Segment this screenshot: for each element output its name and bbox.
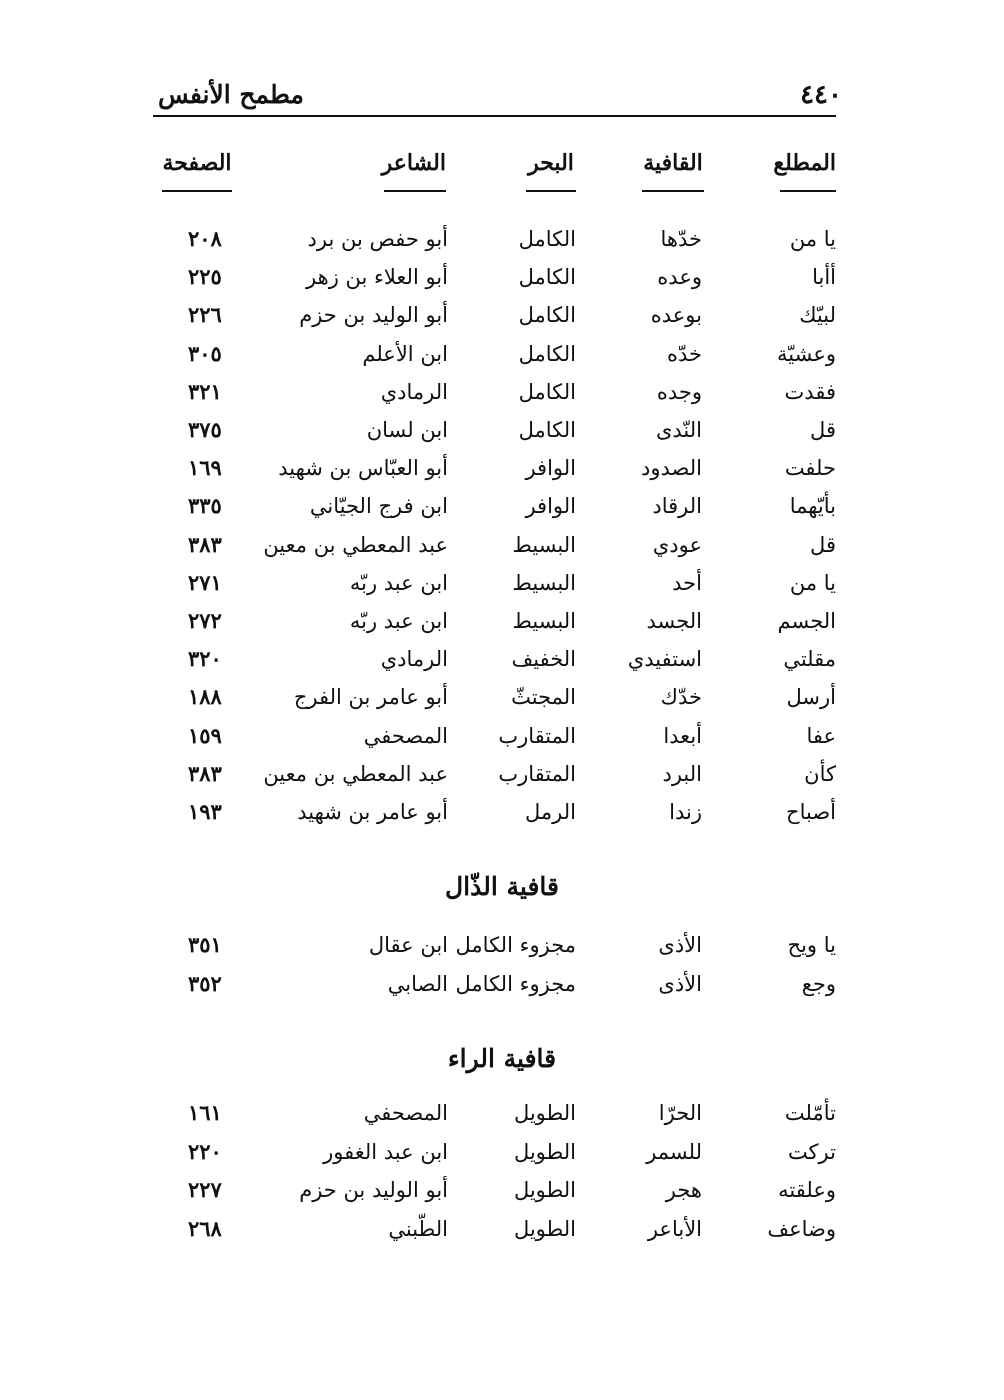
table-row [150,680,850,714]
running-title: مطمح الأنفس [158,80,304,109]
meter-cell: المتقارب [498,723,576,748]
opening-cell: قل [810,532,836,557]
poet-cell: أبو العلاء بن زهر [306,265,448,290]
page-cell: ١٦١ [188,1100,222,1125]
opening-cell: وعشيّة [776,341,836,366]
opening-cell: يا ويح [787,933,836,957]
table-row [150,967,850,1001]
poet-cell: الرمادي [380,647,448,672]
page-cell: ٢٢٦ [188,302,222,328]
table-row [150,757,850,791]
meter-cell: الطويل [513,1139,576,1164]
meter-cell: مجزوء الكامل [455,972,576,996]
poet-cell: ابن عقال [368,933,448,957]
page-cell: ٣٨٣ [188,531,222,557]
table-row [150,489,850,523]
page-cell: ٣٢١ [188,378,222,404]
rhyme-cell: عودي [652,532,702,557]
poet-cell: ابن فرج الجيّاني [309,494,448,519]
page-cell: ٢٢٠ [188,1138,222,1164]
rhyme-cell: الأباعر [647,1216,702,1241]
rhyme-cell: زندا [669,800,702,824]
opening-cell: عفا [806,723,836,748]
page-cell: ٢٢٥ [188,264,222,290]
table-row [150,337,850,371]
rhyme-cell: النّدى [655,418,702,442]
opening-cell: وجع [801,972,836,996]
meter-cell: الوافر [525,494,576,519]
poet-cell: أبو الوليد بن حزم [299,1178,448,1202]
page-cell: ٣٠٥ [188,340,222,366]
opening-cell: يا من [789,227,836,251]
rhyme-cell: هجر [665,1178,702,1202]
poet-cell: عبد المعطي بن معين [263,532,448,557]
page-cell: ٣٣٥ [188,493,222,519]
rhyme-cell: بوعده [650,303,702,328]
meter-cell: الخفيف [511,647,576,672]
opening-cell: لبيّك [799,303,836,328]
poet-cell: أبو العبّاس بن شهيد [278,456,448,481]
poet-cell: ابن عبد الغفور [323,1139,448,1164]
table-row [150,1096,850,1130]
rhyme-cell: خدّه [666,341,702,366]
rhyme-cell: الأذى [658,972,702,996]
page-cell: ٣٨٣ [188,760,222,786]
meter-cell: الكامل [518,418,576,442]
column-header-page: الصفحة [162,150,232,192]
poet-cell: عبد المعطي بن معين [263,761,448,786]
poet-cell: الصابي [387,972,448,996]
meter-cell: الوافر [525,456,576,481]
meter-cell: البسيط [512,609,576,633]
column-header-poet: الشاعر [384,150,446,192]
table-row [150,260,850,294]
opening-cell: مقلتي [783,647,836,672]
opening-cell: الجسم [777,609,836,633]
page-cell: ٢٧١ [188,569,222,595]
opening-cell: كأن [804,761,836,786]
page-cell: ٢٧٢ [188,608,222,633]
page-cell: ٢٢٧ [188,1177,222,1202]
table-row [150,1212,850,1246]
opening-cell: أأبا [812,265,836,290]
table-row [150,1135,850,1169]
poet-cell: الطّبني [388,1216,448,1241]
meter-cell: الكامل [518,227,576,251]
poet-cell: أبو عامر بن الفرج [293,685,448,710]
poet-cell: المصحفي [363,1101,448,1125]
opening-cell: تأمّلت [784,1101,836,1125]
rhyme-cell: أبعدا [663,723,702,748]
table-row [150,642,850,676]
poet-cell: ابن الأعلم [362,341,448,366]
rhyme-cell: الصدود [641,456,702,481]
page-cell: ٣٥٢ [188,971,222,996]
poet-cell: ابن عبد ربّه [349,570,448,595]
column-header-rhyme: القافية [642,150,704,192]
page-number: ٤٤٠ [800,80,842,110]
page-cell: ٣٧٥ [188,417,222,442]
opening-cell: يا من [789,570,836,595]
rhyme-cell: البرد [662,761,702,786]
table-row [150,413,850,447]
table-row [150,566,850,600]
opening-cell: قل [810,418,836,442]
column-header-opening: المطلع [780,150,836,192]
opening-cell: تركت [787,1139,836,1164]
rhyme-cell: الرقاد [652,494,702,519]
page-cell: ١٥٩ [188,722,222,748]
opening-cell: حلفت [784,456,836,481]
meter-cell: الكامل [518,379,576,404]
poet-cell: المصحفي [363,723,448,748]
page-cell: ١٩٣ [188,799,222,824]
table-row [150,719,850,753]
column-header-meter: البحر [526,150,576,192]
meter-cell: البسيط [512,570,576,595]
table-row [150,375,850,409]
opening-cell: بأيّهما [789,494,836,519]
meter-cell: الطويل [513,1101,576,1125]
page-cell: ٣٢٠ [188,646,222,672]
rhyme-cell: خدّها [660,227,702,251]
poet-cell: أبو عامر بن شهيد [297,800,448,824]
rhyme-cell: وجده [656,379,702,404]
header-rule [153,115,836,117]
page-cell: ١٦٩ [188,455,222,481]
table-row [150,222,850,256]
meter-cell: المتقارب [498,761,576,786]
rhyme-cell: خدّك [660,685,702,710]
poet-cell: ابن عبد ربّه [349,609,448,633]
rhyme-cell: الجسد [646,609,702,633]
meter-cell: الطويل [513,1178,576,1202]
rhyme-cell: الأذى [658,933,702,957]
rhyme-cell: للسمر [646,1139,702,1164]
poet-cell: الرمادي [380,379,448,404]
poet-cell: ابن لسان [366,418,448,442]
page-cell: ٢٦٨ [188,1215,222,1241]
meter-cell: مجزوء الكامل [455,933,576,957]
section-title-ra: قافية الراء [447,1044,557,1073]
table-row [150,451,850,485]
table-row [150,1173,850,1207]
table-row [150,604,850,638]
meter-cell: البسيط [512,532,576,557]
meter-cell: الرمل [525,800,576,824]
meter-cell: الكامل [518,341,576,366]
poet-cell: أبو حفص بن برد [307,227,448,251]
meter-cell: الطويل [513,1216,576,1241]
meter-cell: الكامل [518,303,576,328]
opening-cell: فقدت [784,379,836,404]
section-title-dhal: قافية الذّال [445,872,559,901]
rhyme-cell: الحرّا [658,1101,702,1125]
page-cell: ٣٥١ [188,932,222,957]
opening-cell: أصباح [786,800,836,824]
opening-cell: وضاعف [767,1216,836,1241]
meter-cell: المجتثّ [511,685,576,710]
rhyme-cell: استفيدي [627,647,702,672]
rhyme-cell: أحد [672,570,702,595]
opening-cell: أرسل [786,685,836,710]
meter-cell: الكامل [518,265,576,290]
table-row [150,298,850,332]
table-row [150,928,850,962]
opening-cell: وعلقته [778,1178,836,1202]
table-row [150,528,850,562]
table-row [150,795,850,829]
rhyme-cell: وعده [657,265,702,290]
page-cell: ١٨٨ [188,684,222,710]
page-cell: ٢٠٨ [188,226,222,251]
poet-cell: أبو الوليد بن حزم [299,303,448,328]
